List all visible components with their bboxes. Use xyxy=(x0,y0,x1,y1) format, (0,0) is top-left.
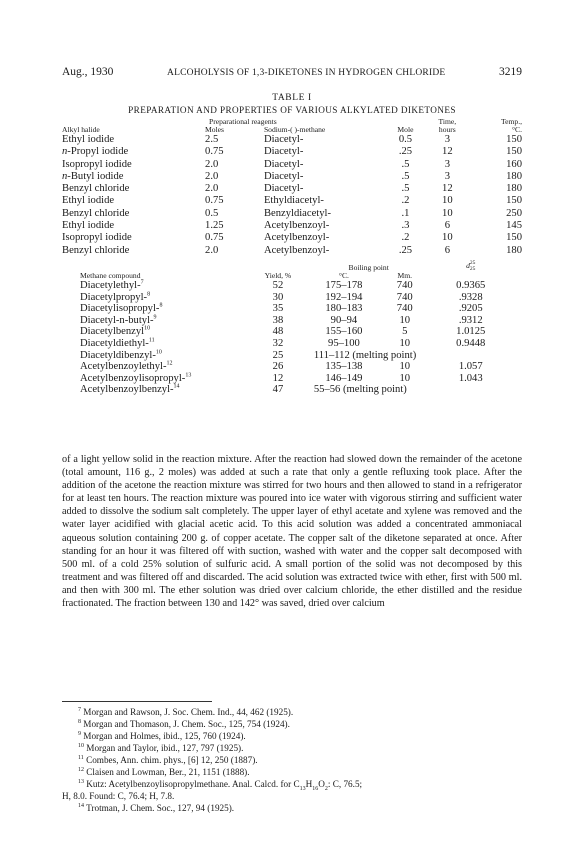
normal-prefix: n xyxy=(62,146,68,158)
cell-temp: 150 xyxy=(506,146,522,158)
table-row xyxy=(80,280,512,292)
cell-boiling-point: 180–183 xyxy=(325,303,363,315)
body-text: of a light yellow solid in the reaction mixture. After the reaction had slowed down the remainder of the acetone (total amount, 116 g., 2 moles) was added at such a rate that only a gentle refluxing took place. After the addition of the acetone the reaction mixture was stirred for two hours and then allowed to stand in a refrigerator for at least ten hours. The reaction mixture was poured into ice water with vigorous stirring and sufficient water added to dissolve the sodium salt completely. The upper layer of ethyl acetate and xylene was removed and the water layer acidified with glacial acetic acid. To this acid solution was added a concentrated ammoniacal aqueous solution containing 200 g. of copper acetate. The copper salt of the diketone separated at once. After standing for an hour it was filtered off with suction, washed with water and the copper salt decomposed with 500 ml. of a cold 25% solution of sulfuric acid. A small portion of the solid was not decomposed by this treatment and was filtered off and discarded. The acid solution was extracted twice with ether, first with 500 ml. and then with 300 ml. The ether solution was dried over calcium chloride, the ether distilled and the residue fractionated. The fraction between 130 and 142° was saved, dried over calcium xyxy=(62,454,522,610)
cell-boiling-point: 90–94 xyxy=(330,314,358,326)
preparation-table-body xyxy=(62,134,522,257)
header-methane-compound: Methane compound xyxy=(80,271,141,280)
cell-mole: .3 xyxy=(401,220,410,232)
cell-moles: 2.0 xyxy=(205,244,219,256)
compound-name: Diacetylbenzyl xyxy=(80,326,145,338)
header-mole: Mole xyxy=(397,125,414,134)
compound-ref: 14 xyxy=(173,383,180,390)
footnote-13-mid-1: H xyxy=(305,779,313,789)
cell-sodium: Diacetyl- xyxy=(263,146,304,158)
compound-name: Acetylbenzoylisopropyl- xyxy=(80,372,186,384)
cell-alkyl: Benzyl chloride xyxy=(62,207,130,219)
cell-compound xyxy=(80,303,248,315)
footnote-12-number: 12 xyxy=(78,766,84,773)
table-row xyxy=(80,326,512,338)
cell-boiling-point: 95–100 xyxy=(328,337,360,349)
cell-boiling-point: 135–138 xyxy=(325,361,363,373)
cell-pressure: 740 xyxy=(396,303,413,315)
cell-time: 12 xyxy=(442,183,453,195)
cell-mole: 0.5 xyxy=(398,134,413,145)
header-sodium-methane: Sodium-( )-methane xyxy=(263,125,326,134)
table-caption: TABLE I xyxy=(272,93,312,103)
footnote-12 xyxy=(62,766,522,778)
cell-moles: 2.5 xyxy=(205,134,219,145)
cell-pressure: 740 xyxy=(396,291,413,303)
table-row xyxy=(80,373,512,385)
density-symbol: d xyxy=(466,260,470,270)
cell-mole: .2 xyxy=(401,232,410,244)
cell-temp: 145 xyxy=(506,220,522,232)
cell-mole: .25 xyxy=(398,244,413,256)
body-paragraph xyxy=(62,453,522,610)
cell-time: 10 xyxy=(442,207,453,219)
cell-compound xyxy=(80,361,248,373)
table-row xyxy=(62,232,522,244)
cell-time: 12 xyxy=(442,146,453,158)
properties-group-header-row xyxy=(80,260,512,272)
footnote-8-text: Morgan and Thomason, J. Chem. Soc., 125, 754 (1924). xyxy=(83,719,290,729)
footnote-11-text: Combes, Ann. chim. phys., [6] 12, 250 (1887). xyxy=(86,755,258,765)
table-row xyxy=(80,303,512,315)
footnote-9 xyxy=(62,730,522,742)
footnote-13-text-a: Kutz: Acetylbenzoylisopropylmethane. Anal. Calcd. for C xyxy=(86,779,300,789)
cell-boiling-point: 155–160 xyxy=(325,326,363,338)
compound-name: Diacetyl-n-butyl- xyxy=(80,314,154,326)
properties-table-body xyxy=(80,280,512,396)
table-row xyxy=(80,338,512,350)
cell-temp: 150 xyxy=(506,134,522,145)
footnote-10 xyxy=(62,742,522,754)
header-time-1: Time, xyxy=(438,117,457,126)
table-row xyxy=(62,134,522,146)
compound-ref: 10 xyxy=(144,325,151,332)
running-title: ALCOHOLYSIS OF 1,3-DIKETONES IN HYDROGEN CHLORIDE xyxy=(167,68,446,78)
cell-mole: .5 xyxy=(401,170,410,182)
cell-alkyl: Ethyl iodide xyxy=(62,220,115,232)
cell-yield: 52 xyxy=(272,280,284,291)
cell-compound xyxy=(80,350,248,362)
compound-ref: 7 xyxy=(140,279,144,286)
footnote-14-text: Trotman, J. Chem. Soc., 127, 94 (1925). xyxy=(86,803,235,813)
cell-time: 6 xyxy=(444,220,450,232)
table-row xyxy=(80,292,512,304)
cell-time: 3 xyxy=(444,158,450,170)
cell-yield: 12 xyxy=(272,372,284,384)
cell-time: 10 xyxy=(442,195,453,207)
compound-ref: 9 xyxy=(153,314,157,321)
header-time-2: hours xyxy=(438,125,456,134)
table-row xyxy=(62,183,522,195)
cell-moles: 2.0 xyxy=(205,158,219,170)
footnotes xyxy=(62,706,522,814)
cell-yield: 47 xyxy=(272,384,284,396)
cell-sodium: Benzyldiacetyl- xyxy=(263,207,332,219)
cell-yield: 30 xyxy=(272,291,284,303)
header-temp-1: Temp., xyxy=(501,117,522,126)
table-row xyxy=(80,361,512,373)
cell-boiling-point: 111–112 (melting point) xyxy=(313,349,417,361)
cell-mole: .1 xyxy=(401,207,410,219)
footnote-11-number: 11 xyxy=(78,754,84,761)
table-row xyxy=(80,315,512,327)
table-row xyxy=(62,171,522,183)
table-row xyxy=(62,146,522,158)
cell-sodium: Diacetyl- xyxy=(263,134,304,145)
cell-moles: 0.75 xyxy=(205,232,224,244)
cell-density: 1.043 xyxy=(458,372,483,384)
cell-alkyl xyxy=(62,146,201,158)
cell-pressure: 10 xyxy=(399,337,411,349)
header-alkyl-halide: Alkyl halide xyxy=(62,125,100,134)
cell-mole: .5 xyxy=(401,183,410,195)
compound-name: Diacetyldibenzyl- xyxy=(80,349,156,361)
footnote-12-text: Claisen and Lowman, Ber., 21, 1151 (1888). xyxy=(86,767,250,777)
cell-yield: 35 xyxy=(272,303,284,315)
cell-time: 6 xyxy=(444,244,450,256)
cell-mole: .5 xyxy=(401,158,410,170)
footnote-7 xyxy=(62,706,522,718)
cell-temp: 180 xyxy=(506,170,522,182)
cell-temp: 250 xyxy=(506,207,522,219)
cell-sodium: Diacetyl- xyxy=(263,170,304,182)
cell-yield: 38 xyxy=(272,314,284,326)
cell-temp: 180 xyxy=(506,183,522,195)
cell-alkyl-text: -Butyl iodide xyxy=(67,170,124,182)
compound-name: Diacetyldiethyl- xyxy=(80,337,149,349)
compound-ref: 13 xyxy=(185,372,192,379)
footnote-divider xyxy=(62,701,212,702)
properties-table xyxy=(80,260,512,396)
cell-boiling-point: 55–56 (melting point) xyxy=(313,384,407,396)
table-row xyxy=(80,350,512,362)
footnote-13-text-c: H, 8.0. Found: C, 76.4; H, 7.8. xyxy=(62,791,175,801)
cell-temp: 150 xyxy=(506,232,522,244)
cell-alkyl: Benzyl chloride xyxy=(62,244,130,256)
footnote-11 xyxy=(62,754,522,766)
cell-boiling-point: 146–149 xyxy=(325,372,363,384)
cell-moles: 0.75 xyxy=(205,195,224,207)
table-subtitle: PREPARATION AND PROPERTIES OF VARIOUS ALKYLATED DIKETONES xyxy=(128,105,456,115)
preparation-table xyxy=(62,118,522,257)
group-header-boiling-point: Boiling point xyxy=(348,263,389,272)
cell-alkyl: Isopropyl iodide xyxy=(62,232,132,244)
footnote-13-sub-1: 13 xyxy=(299,785,306,792)
cell-moles: 0.5 xyxy=(205,207,219,219)
cell-compound xyxy=(80,338,248,350)
cell-moles: 1.25 xyxy=(205,220,224,232)
footnote-14-number: 14 xyxy=(78,802,84,809)
cell-temp: 180 xyxy=(506,244,522,256)
cell-pressure: 5 xyxy=(402,326,408,338)
table-row xyxy=(80,384,512,396)
footnote-7-number: 7 xyxy=(78,706,81,713)
compound-name: Diacetylethyl- xyxy=(80,280,141,291)
cell-pressure: 10 xyxy=(399,361,411,373)
cell-temp: 160 xyxy=(506,158,522,170)
normal-prefix: n xyxy=(62,170,68,182)
compound-name: Acetylbenzoylbenzyl- xyxy=(80,384,174,396)
cell-sodium: Diacetyl- xyxy=(263,183,304,195)
density-sub: 25 xyxy=(469,266,476,272)
compound-ref: 10 xyxy=(155,349,162,356)
cell-time: 10 xyxy=(442,232,453,244)
footnote-13-text-b: : C, 76.5; xyxy=(327,779,363,789)
cell-temp: 150 xyxy=(506,195,522,207)
density-sup: 25 xyxy=(469,260,476,266)
cell-moles: 2.0 xyxy=(205,170,219,182)
footnote-13-number: 13 xyxy=(78,778,84,785)
table-row xyxy=(62,159,522,171)
cell-alkyl: Ethyl iodide xyxy=(62,134,115,145)
footnote-13-continuation xyxy=(62,790,522,802)
header-temp-2: °C. xyxy=(511,125,522,134)
cell-moles: 0.75 xyxy=(205,146,224,158)
header-yield: Yield, % xyxy=(264,271,292,280)
cell-pressure: 10 xyxy=(399,314,411,326)
table-row xyxy=(62,195,522,207)
footnote-13-sub-3: 2 xyxy=(324,785,328,792)
cell-compound xyxy=(80,315,248,327)
footnote-8 xyxy=(62,718,522,730)
cell-density: 1.0125 xyxy=(456,326,486,338)
compound-ref: 11 xyxy=(148,337,155,344)
footnote-9-number: 9 xyxy=(78,730,81,737)
footnote-14 xyxy=(62,802,522,814)
cell-yield: 32 xyxy=(272,337,284,349)
compound-name: Diacetylisopropyl- xyxy=(80,303,160,315)
header-bp-celsius: °C. xyxy=(338,271,349,280)
header-density xyxy=(429,260,512,272)
cell-yield: 25 xyxy=(272,349,284,361)
group-header-preparational: Preparational reagents xyxy=(209,117,277,126)
cell-compound xyxy=(80,384,248,396)
cell-moles: 2.0 xyxy=(205,183,219,195)
table-row xyxy=(62,245,522,257)
table-row xyxy=(62,208,522,220)
properties-header-row xyxy=(80,272,512,280)
cell-compound xyxy=(80,373,248,385)
compound-name: Diacetylpropyl- xyxy=(80,291,148,303)
footnote-10-number: 10 xyxy=(78,742,84,749)
cell-boiling-point: 192–194 xyxy=(325,291,363,303)
cell-mole: .25 xyxy=(398,146,413,158)
cell-compound xyxy=(80,280,248,292)
cell-time: 3 xyxy=(444,170,450,182)
cell-boiling-point: 175–178 xyxy=(325,280,363,291)
cell-alkyl xyxy=(62,171,201,183)
header-mm: Mm. xyxy=(397,271,413,280)
table-row xyxy=(62,220,522,232)
cell-density: 0.9365 xyxy=(456,280,486,291)
cell-alkyl: Isopropyl iodide xyxy=(62,158,132,170)
cell-density: 1.057 xyxy=(458,361,483,373)
cell-density: .9205 xyxy=(458,303,483,315)
page-header xyxy=(62,66,522,78)
cell-alkyl-text: -Propyl iodide xyxy=(67,146,129,158)
compound-name: Acetylbenzoylethyl- xyxy=(80,361,167,373)
cell-sodium: Ethyldiacetyl- xyxy=(263,195,324,207)
cell-sodium: Acetylbenzoyl- xyxy=(263,220,330,232)
page-number: 3219 xyxy=(499,66,522,78)
footnote-8-number: 8 xyxy=(78,718,81,725)
footnote-13-mid-2: O xyxy=(318,779,325,789)
cell-sodium: Diacetyl- xyxy=(263,158,304,170)
footnote-13 xyxy=(62,778,522,790)
cell-density: .9328 xyxy=(458,291,483,303)
cell-alkyl: Benzyl chloride xyxy=(62,183,130,195)
cell-density: 0.9448 xyxy=(456,337,486,349)
cell-time: 3 xyxy=(444,134,450,145)
cell-yield: 48 xyxy=(272,326,284,338)
cell-sodium: Acetylbenzoyl- xyxy=(263,232,330,244)
footnote-13-sub-2: 16 xyxy=(312,785,319,792)
cell-alkyl: Ethyl iodide xyxy=(62,195,115,207)
footnote-9-text: Morgan and Holmes, ibid., 125, 760 (1924). xyxy=(83,731,246,741)
preparation-header-row xyxy=(62,126,522,134)
compound-ref: 12 xyxy=(166,360,173,367)
compound-ref: 8 xyxy=(147,291,151,298)
cell-sodium: Acetylbenzoyl- xyxy=(263,244,330,256)
cell-pressure: 740 xyxy=(396,280,413,291)
header-date: Aug., 1930 xyxy=(62,66,114,78)
cell-yield: 26 xyxy=(272,361,284,373)
cell-mole: .2 xyxy=(401,195,410,207)
cell-density: .9312 xyxy=(458,314,483,326)
header-moles: Moles xyxy=(205,125,224,134)
cell-pressure: 10 xyxy=(399,372,411,384)
footnote-7-text: Morgan and Rawson, J. Soc. Chem. Ind., 44, 462 (1925). xyxy=(83,707,294,717)
footnote-10-text: Morgan and Taylor, ibid., 127, 797 (1925). xyxy=(86,743,244,753)
compound-ref: 8 xyxy=(159,302,163,309)
cell-compound xyxy=(80,326,248,338)
cell-compound xyxy=(80,292,248,304)
